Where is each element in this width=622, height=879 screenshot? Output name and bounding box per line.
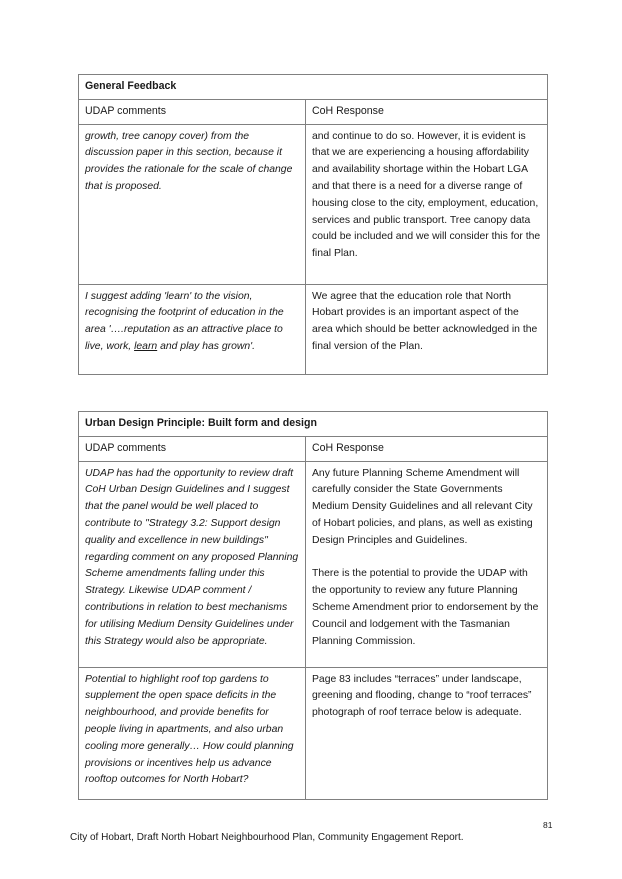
coh-response-cell bbox=[306, 461, 548, 667]
comment-text: Potential to highlight roof top gardens to supplement the open space deficits in the neighbourhood, and provide benefits for people living in apartments, and also urban cooling more generally… How could planning provisions or incentives help us advance rooftop outcomes for North Hobart? bbox=[85, 673, 294, 786]
udap-comment-cell bbox=[79, 461, 306, 667]
table-title-cell: General Feedback bbox=[79, 75, 548, 100]
response-text: and continue to do so. However, it is evident is that we are experiencing a housing affordability and availability shortage within the Hobart LGA and that there is a need for a diverse range of housing close to the city, employment, education, services and public transport. Tree canopy data could be included and we will consider this for the final Plan. bbox=[312, 130, 541, 260]
column-header-coh-response: CoH Response bbox=[306, 99, 548, 124]
table-title-row bbox=[79, 75, 548, 100]
table-title-cell: Urban Design Principle: Built form and design bbox=[79, 412, 548, 437]
table-urban-design-principle bbox=[78, 411, 548, 800]
table-row bbox=[79, 667, 548, 799]
comment-text-part-1: I suggest adding 'learn' to the vision, recognising the footprint of education in the area '….reputation as an attractive place to live, work, bbox=[85, 290, 284, 352]
comment-text bbox=[85, 289, 299, 356]
column-header-udap-comments: UDAP comments bbox=[79, 99, 306, 124]
udap-comment-cell bbox=[79, 284, 306, 374]
comment-text: UDAP has had the opportunity to review draft CoH Urban Design Guidelines and I suggest that the panel would be well placed to contribute to "Strategy 3.2: Support design quality and excellence in new buildings" regarding comment on any proposed Planning Scheme amendments falling under this Strategy. Likewise UDAP comment / contributions in relation to best mechanisms for utilising Medium Density Guidelines under this Strategy would also be appropriate. bbox=[85, 467, 299, 647]
table-general-feedback bbox=[78, 74, 548, 375]
footer-note: City of Hobart, Draft North Hobart Neighbourhood Plan, Community Engagement Report. bbox=[70, 832, 464, 843]
coh-response-cell bbox=[306, 124, 548, 284]
response-text: Page 83 includes “terraces” under landscape, greening and flooding, change to “roof terraces” photograph of roof terrace below is adequate. bbox=[312, 673, 532, 719]
page-number: 81 bbox=[543, 820, 553, 830]
table-row bbox=[79, 461, 548, 667]
table-column-header-row bbox=[79, 436, 548, 461]
table-title-row bbox=[79, 412, 548, 437]
table-column-header-row bbox=[79, 99, 548, 124]
response-text-paragraph-1: Any future Planning Scheme Amendment will carefully consider the State Governments Medium Density Guidelines and all relevant City of Hobart policies, and plans, as well as existing Design Principles and Guidelines. bbox=[312, 467, 533, 546]
response-text: We agree that the education role that North Hobart provides is an important aspect of the area which should be better acknowledged in the final version of the Plan. bbox=[312, 290, 538, 352]
table-row bbox=[79, 124, 548, 284]
comment-text-underlined: learn bbox=[134, 340, 158, 352]
coh-response-cell bbox=[306, 284, 548, 374]
table-row bbox=[79, 284, 548, 374]
column-header-coh-response: CoH Response bbox=[306, 436, 548, 461]
column-header-udap-comments: UDAP comments bbox=[79, 436, 306, 461]
comment-text-part-2: and play has grown'. bbox=[157, 340, 256, 352]
udap-comment-cell bbox=[79, 124, 306, 284]
udap-comment-cell bbox=[79, 667, 306, 799]
coh-response-cell bbox=[306, 667, 548, 799]
response-text-paragraph-2: There is the potential to provide the UDAP with the opportunity to review any future Planning Scheme Amendment prior to endorsement by the Council and lodgement with the Tasmanian Planning Commission. bbox=[312, 568, 539, 647]
comment-text: growth, tree canopy cover) from the discussion paper in this section, because it provides the rationale for the scale of change that is proposed. bbox=[85, 130, 293, 192]
